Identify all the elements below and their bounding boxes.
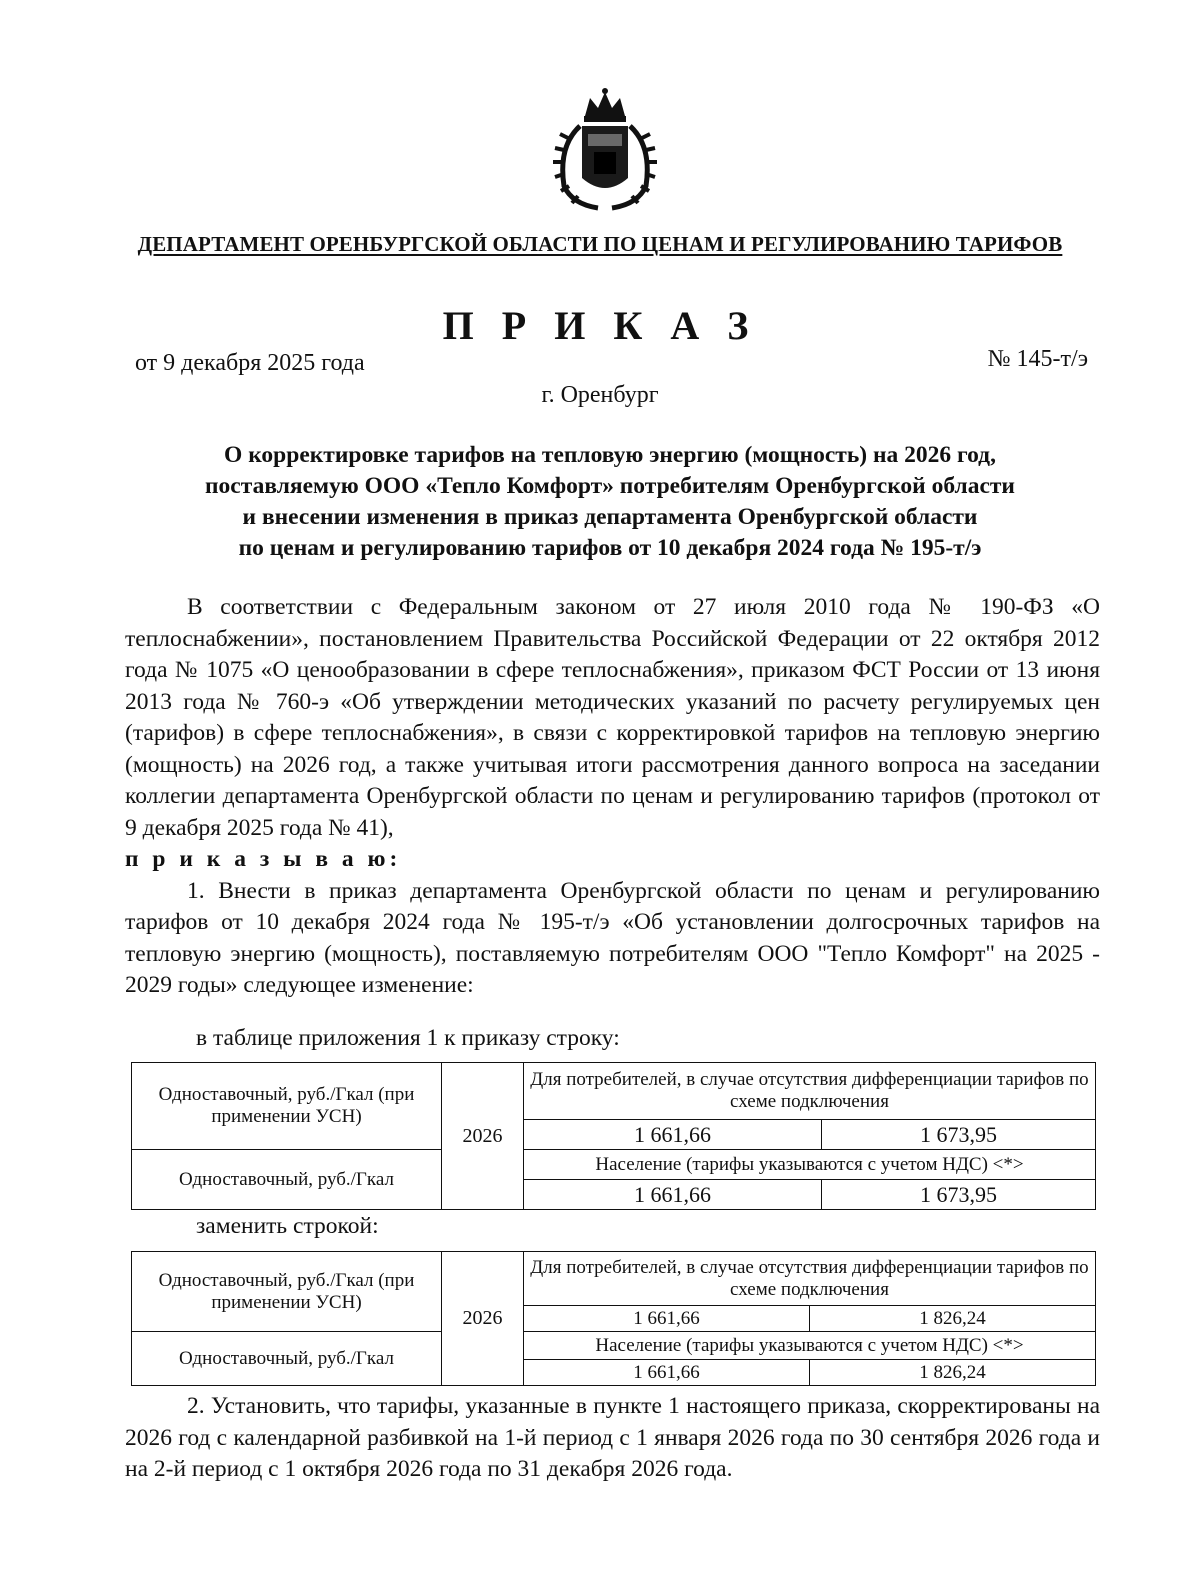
subject-line: по ценам и регулированию тарифов от 10 декабря 2024 года № 195-т/э [238,535,982,561]
tariff-group-consumers: Для потребителей, в случае отсутствия дифференциации тарифов по схеме подключения [524,1063,1096,1120]
preamble-paragraph: В соответствии с Федеральным законом от 27 июля 2010 года № 190-ФЗ «О теплоснабжении», постановлением Правительства Российской Федерации от 22 октября 2012 года № 1075 «О ценообразовании в сфере теплоснабжения», приказом ФСТ России от 13 июня 2013 года № 760-э «Об утверждении методических указаний по расчету регулируемых цен (тарифов) в сфере теплоснабжения», в связи с корректировкой тарифов на тепловую энергию (мощность) на 2026 год, а также учитывая итоги рассмотрения данного вопроса на заседании коллегии департамента Оренбургской области по ценам и регулированию тарифов (протокол от 9 декабря 2025 года № 41), [125,594,1100,841]
subject-line: О корректировке тарифов на тепловую энергию (мощность) на 2026 год, [224,442,996,468]
replace-with-text: заменить строкой: [196,1213,379,1239]
coat-of-arms-emblem [540,86,670,216]
order-subject [120,440,1100,564]
tariff-year: 2026 [442,1063,524,1210]
tariff-group-population: Население (тарифы указываются с учетом НДС) <*> [524,1150,1096,1180]
tariff-value: 1 661,66 [524,1360,810,1386]
tariff-value: 1 673,95 [822,1120,1096,1150]
department-name: ДЕПАРТАМЕНТ ОРЕНБУРГСКОЙ ОБЛАСТИ ПО ЦЕНАМ И РЕГУЛИРОВАНИЮ ТАРИФОВ [137,232,1063,256]
tariff-value: 1 673,95 [822,1180,1096,1210]
tariff-label-usn: Одноставочный, руб./Гкал (при применении УСН) [132,1063,442,1150]
item-2-paragraph: 2. Установить, что тарифы, указанные в пункте 1 настоящего приказа, скорректированы на 2026 год с календарной разбивкой на 1-й период с 1 января 2026 года по 30 сентября 2026 года и на 2-й период с 1 октября 2026 года по 31 декабря 2026 года. [125,1393,1100,1482]
order-word: п р и к а з ы в а ю: [125,846,402,872]
tariff-value: 1 661,66 [524,1306,810,1332]
order-date: от 9 декабря 2025 года [135,350,365,376]
item-2-block [125,1391,1100,1486]
tariff-value: 1 661,66 [524,1120,822,1150]
table-intro: в таблице приложения 1 к приказу строку: [196,1025,620,1051]
tariff-year: 2026 [442,1252,524,1386]
tariff-value: 1 826,24 [810,1360,1096,1386]
tariff-group-consumers: Для потребителей, в случае отсутствия дифференциации тарифов по схеме подключения [524,1252,1096,1306]
order-body [125,592,1100,1002]
order-city: г. Оренбург [541,382,659,408]
item-1-paragraph: 1. Внести в приказ департамента Оренбургской области по ценам и регулированию тарифов от 10 декабря 2024 года № 195-т/э «Об установлении долгосрочных тарифов на тепловую энергию (мощность), поставляемую потребителям ООО "Тепло Комфорт" на 2025 - 2029 годы» следующее изменение: [125,877,1100,998]
document-type-title: П Р И К А З [442,303,758,348]
order-number: № 145-т/э [987,346,1088,372]
tariff-label-single: Одноставочный, руб./Гкал [132,1150,442,1210]
tariff-label-single: Одноставочный, руб./Гкал [132,1332,442,1386]
new-tariff-table [131,1251,1096,1386]
tariff-label-usn: Одноставочный, руб./Гкал (при применении УСН) [132,1252,442,1332]
old-tariff-table [131,1062,1096,1210]
subject-line: и внесении изменения в приказ департамента Оренбургской области [242,504,978,530]
tariff-value: 1 661,66 [524,1180,822,1210]
tariff-group-population: Население (тарифы указываются с учетом НДС) <*> [524,1332,1096,1360]
subject-line: поставляемую ООО «Тепло Комфорт» потребителям Оренбургской области [205,473,1015,499]
tariff-value: 1 826,24 [810,1306,1096,1332]
